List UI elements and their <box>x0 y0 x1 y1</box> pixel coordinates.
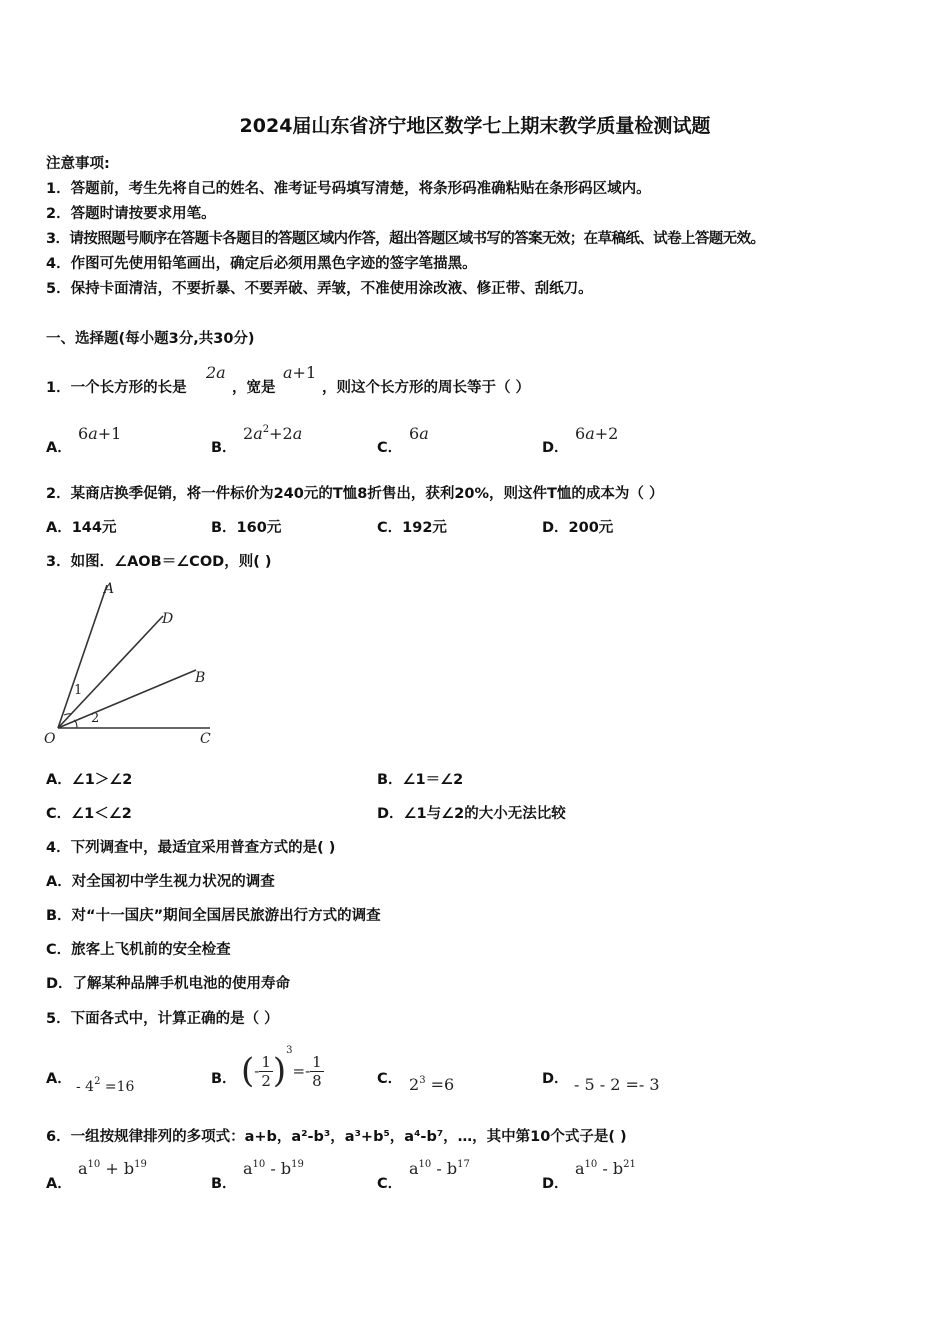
q6-option-d-expr: $a^{10} - b^{21}$ <box>575 1159 636 1178</box>
label-b: B <box>195 670 206 686</box>
q3-option-d: D．∠1与∠2的大小无法比较 <box>377 806 566 822</box>
q6-option-a-label: A． <box>46 1176 72 1192</box>
q1-option-a-label: A． <box>46 440 72 456</box>
ray-od <box>58 616 163 728</box>
notice-item: 1．答题前，考生先将自己的姓名、准考证号码填写清楚，将条形码准确粘贴在条形码区域内。 <box>46 181 651 197</box>
q5-option-d-expr: - 5 - 2 =- 3 <box>574 1075 660 1094</box>
q6-option-c-label: C． <box>377 1176 403 1192</box>
q5-option-d-label: D． <box>542 1071 569 1087</box>
q1-stem-mid: ，宽是 <box>232 380 276 396</box>
q4-option-d: D．了解某种品牌手机电池的使用寿命 <box>46 976 291 992</box>
q1-stem-pre: 1．一个长方形的长是 <box>46 380 187 396</box>
q5-option-c-expr: $2^3 =6$ <box>409 1075 455 1094</box>
notice-item: 2．答题时请按要求用笔。 <box>46 206 216 222</box>
q4-stem: 4．下列调查中，最适宜采用普查方式的是( ) <box>46 840 336 856</box>
q1-stem-post: ，则这个长方形的周长等于（ ） <box>322 380 531 396</box>
label-d: D <box>162 611 174 627</box>
q1-option-c-label: C． <box>377 440 403 456</box>
q1-option-b-expr: $2a^2+2a$ <box>243 424 303 443</box>
q6-option-d-label: D． <box>542 1176 569 1192</box>
q2-option-a: A．144元 <box>46 520 117 536</box>
q5-option-b-expr: (- $\frac{1}{2}$ )$^3$=- $\frac{1}{8}$ <box>241 1045 322 1091</box>
q1-option-d-expr: 6a+2 <box>575 424 619 443</box>
page-title: 2024届山东省济宁地区数学七上期末教学质量检测试题 <box>239 115 711 137</box>
q3-option-c: C．∠1＜∠2 <box>46 806 132 822</box>
q3-option-a: A．∠1＞∠2 <box>46 772 133 788</box>
label-c: C <box>200 731 211 747</box>
q1-option-b-label: B． <box>211 440 237 456</box>
q1-option-a-expr: 6a+1 <box>78 424 122 443</box>
q5-stem: 5．下面各式中，计算正确的是（ ） <box>46 1011 279 1027</box>
q4-option-b: B．对“十一国庆”期间全国居民旅游出行方式的调查 <box>46 908 381 924</box>
q6-option-a-expr: $a^{10} + b^{19}$ <box>78 1159 147 1178</box>
ray-ob <box>58 670 196 728</box>
q2-option-c: C．192元 <box>377 520 447 536</box>
q1-length-expr: 2a <box>206 363 226 382</box>
ray-oa <box>58 585 107 728</box>
notice-heading: 注意事项: <box>46 156 110 172</box>
label-o: O <box>44 731 56 747</box>
q1-width-expr: a+1 <box>283 363 317 382</box>
q6-stem: 6．一组按规律排列的多项式：a+b，a²-b³，a³+b⁵，a⁴-b⁷，…，其中第10个式子是( ) <box>46 1129 627 1145</box>
q1-option-d-label: D． <box>542 440 569 456</box>
q5-option-b-label: B． <box>211 1071 237 1087</box>
section-heading: 一、选择题(每小题3分,共30分) <box>46 331 255 347</box>
q4-option-c: C．旅客上飞机前的安全检查 <box>46 942 231 958</box>
angle-1-label: 1 <box>74 683 83 698</box>
q5-option-a-label: A． <box>46 1071 72 1087</box>
q4-option-a: A．对全国初中学生视力状况的调查 <box>46 874 275 890</box>
notice-item: 5．保持卡面清洁，不要折暴、不要弄破、弄皱，不准使用涂改液、修正带、刮纸刀。 <box>46 281 593 297</box>
q3-option-b: B．∠1＝∠2 <box>377 772 464 788</box>
q6-option-b-expr: $a^{10} - b^{19}$ <box>243 1159 304 1178</box>
notice-item: 4．作图可先使用铅笔画出，确定后必须用黑色字迹的签字笔描黑。 <box>46 256 477 272</box>
angle-figure <box>44 577 220 747</box>
q6-option-b-label: B． <box>211 1176 237 1192</box>
q2-option-b: B．160元 <box>211 520 282 536</box>
q3-stem: 3．如图．∠AOB＝∠COD，则( ) <box>46 554 272 570</box>
q1-option-c-expr: 6a <box>409 424 429 443</box>
notice-item: 3．请按照题号顺序在答题卡各题目的答题区域内作答，超出答题区域书写的答案无效；在草稿纸、试卷上答题无效。 <box>46 231 765 247</box>
q6-option-c-expr: $a^{10} - b^{17}$ <box>409 1159 470 1178</box>
q5-option-a-expr: - $4^2 =16$ <box>76 1076 135 1095</box>
q2-option-d: D．200元 <box>542 520 614 536</box>
q5-option-c-label: C． <box>377 1071 403 1087</box>
q2-stem: 2．某商店换季促销，将一件标价为240元的T恤8折售出，获利20%，则这件T恤的成本为（ ） <box>46 486 664 502</box>
label-a: A <box>104 581 115 597</box>
angle-2-label: 2 <box>91 711 100 726</box>
